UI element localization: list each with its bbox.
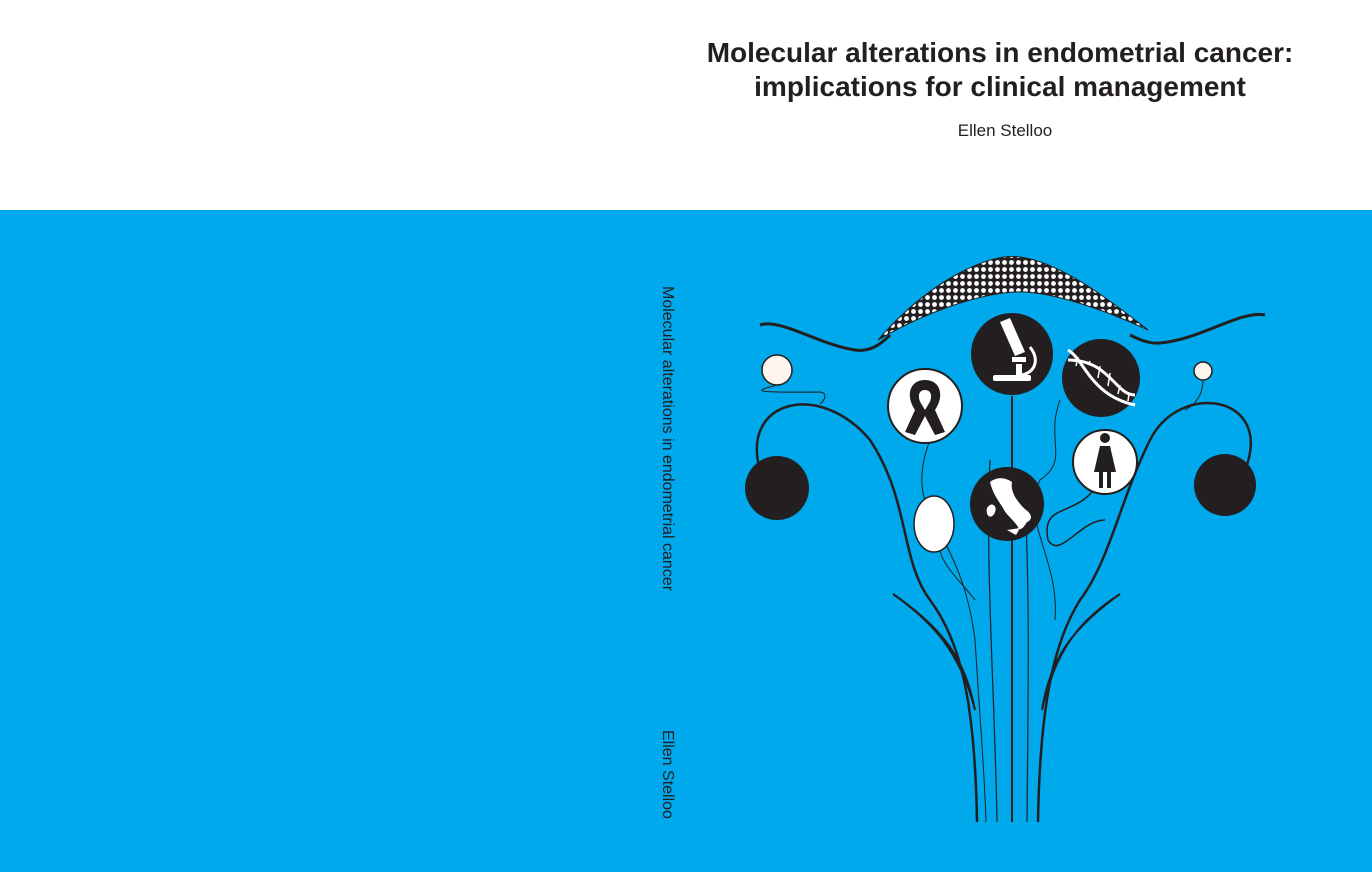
book-author: Ellen Stelloo: [957, 121, 1053, 140]
woman-icon: [1073, 430, 1137, 494]
spine-title: Molecular alterations in endometrial cancer: [659, 286, 676, 592]
italy-map-icon: [970, 467, 1044, 541]
stem-3: [1025, 500, 1028, 822]
book-title-line-1: Molecular alterations in endometrial cancer:: [706, 37, 1294, 68]
awareness-ribbon-icon: [888, 369, 962, 443]
spine-author: Ellen Stelloo: [659, 730, 676, 819]
left-thin-line: [762, 385, 825, 404]
right-leaf: [1042, 594, 1120, 710]
left-ovary: [745, 456, 809, 520]
dna-helix-icon: [1062, 339, 1140, 417]
microscope-icon: [971, 313, 1053, 395]
book-title-line-2: implications for clinical management: [754, 71, 1246, 102]
left-small-circle: [762, 355, 792, 385]
white-oval: [914, 496, 954, 552]
left-leaf: [893, 594, 975, 710]
left-tube-curve: [760, 324, 890, 350]
right-tube-curve: [1130, 314, 1265, 343]
right-small-circle: [1194, 362, 1212, 380]
